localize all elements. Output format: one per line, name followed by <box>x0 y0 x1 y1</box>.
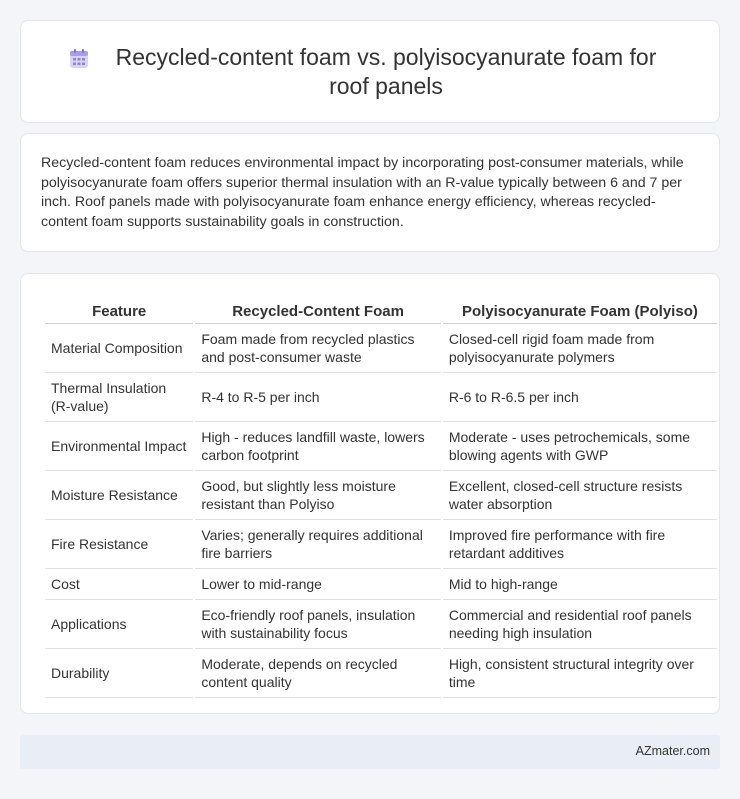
feature-cell: Material Composition <box>45 324 193 373</box>
value-cell: Moderate - uses petrochemicals, some blowing agents with GWP <box>443 422 717 471</box>
value-cell: Closed-cell rigid foam made from polyisocyanurate polymers <box>443 324 717 373</box>
table-header-row <box>45 296 717 324</box>
value-cell: High - reduces landfill waste, lowers carbon footprint <box>195 422 441 471</box>
feature-cell: Thermal Insulation (R-value) <box>45 373 193 422</box>
table-row <box>45 520 717 569</box>
value-cell: Mid to high-range <box>443 569 717 600</box>
feature-cell: Durability <box>45 649 193 698</box>
column-header: Polyisocyanurate Foam (Polyiso) <box>443 296 717 324</box>
page-title: Recycled-content foam vs. polyisocyanurate foam for roof panels <box>115 44 657 99</box>
value-cell: R-4 to R-5 per inch <box>195 373 441 422</box>
value-cell: Improved fire performance with fire retardant additives <box>443 520 717 569</box>
value-cell: Moderate, depends on recycled content quality <box>195 649 441 698</box>
value-cell: Eco-friendly roof panels, insulation with sustainability focus <box>195 600 441 649</box>
value-cell: Good, but slightly less moisture resistant than Polyiso <box>195 471 441 520</box>
feature-cell: Applications <box>45 600 193 649</box>
value-cell: Excellent, closed-cell structure resists water absorption <box>443 471 717 520</box>
summary-text: Recycled-content foam reduces environmental impact by incorporating post-consumer materials, while polyisocyanurate foam offers superior thermal insulation with an R-value typically between 6 and 7 per inch. Roof panels made with polyisocyanurate foam enhance energy efficiency, whereas recycled-content foam supports sustainability goals in construction. <box>41 155 684 230</box>
table-row <box>45 422 717 471</box>
footer-brand: AZmater.com <box>635 744 710 758</box>
summary-card <box>20 133 720 252</box>
table-row <box>45 649 717 698</box>
value-cell: High, consistent structural integrity over time <box>443 649 717 698</box>
footer <box>20 735 720 769</box>
table-row <box>45 600 717 649</box>
table-row <box>45 324 717 373</box>
comparison-card <box>20 273 720 714</box>
column-header: Feature <box>45 296 193 324</box>
comparison-table <box>43 296 719 698</box>
table-row <box>45 471 717 520</box>
value-cell: Foam made from recycled plastics and post-consumer waste <box>195 324 441 373</box>
feature-cell: Moisture Resistance <box>45 471 193 520</box>
table-row <box>45 373 717 422</box>
value-cell: Varies; generally requires additional fire barriers <box>195 520 441 569</box>
title-card <box>20 20 720 123</box>
table-row <box>45 569 717 600</box>
feature-cell: Fire Resistance <box>45 520 193 569</box>
column-header: Recycled-Content Foam <box>195 296 441 324</box>
value-cell: Commercial and residential roof panels needing high insulation <box>443 600 717 649</box>
value-cell: Lower to mid-range <box>195 569 441 600</box>
feature-cell: Cost <box>45 569 193 600</box>
value-cell: R-6 to R-6.5 per inch <box>443 373 717 422</box>
feature-cell: Environmental Impact <box>45 422 193 471</box>
